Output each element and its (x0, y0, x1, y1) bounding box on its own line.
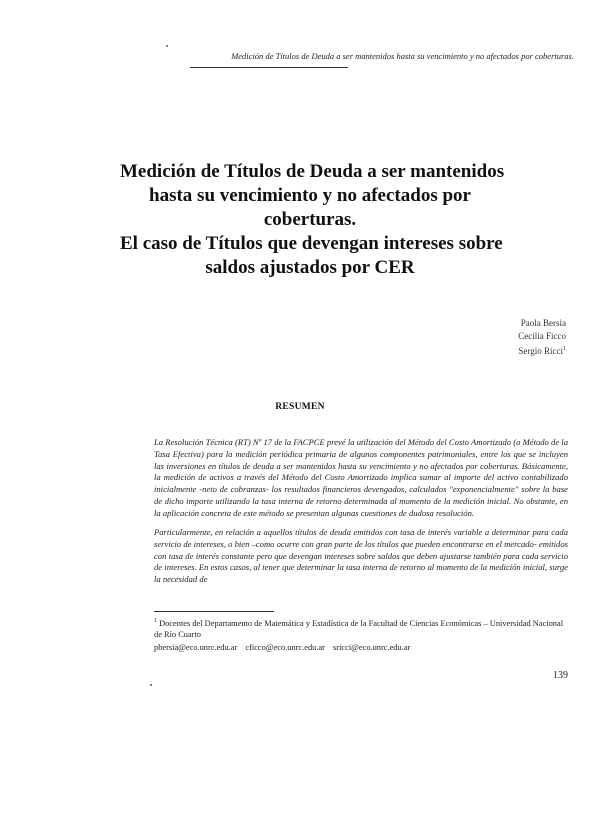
page-number: 139 (553, 670, 568, 681)
title-line: Medición de Títulos de Deuda a ser mantenidos (120, 161, 505, 182)
author-name-text: Sergio Ricci (518, 346, 563, 356)
author-emails (154, 643, 416, 652)
author-name: Paola Bersia (520, 318, 566, 328)
footnote-text: Docentes del Departamento de Matemática y Estadística de la Facultad de Ciencias Económicas – Universidad Nacional de Río Cuarto (154, 618, 564, 640)
paper-title (120, 160, 505, 280)
footnote-number: 1 (154, 618, 157, 624)
author-name: Cecilia Ficco (518, 331, 566, 341)
header-rule (190, 67, 348, 68)
title-line: hasta su vencimiento y no afectados por (149, 185, 471, 206)
abstract-heading: RESUMEN (275, 402, 325, 412)
scan-speck (166, 45, 168, 47)
email-link[interactable]: sricci@eco.unrc.edu.ar (333, 643, 411, 652)
author-list (518, 317, 566, 358)
email-link[interactable]: pbersia@eco.unrc.edu.ar (154, 643, 238, 652)
title-line: coberturas. (263, 209, 357, 230)
footnote (154, 616, 568, 641)
title-line: El caso de Títulos que devengan intereses sobre (120, 233, 503, 254)
abstract-paragraph: La Resolución Técnica (RT) Nº 17 de la FACPCE prevé la utilización del Método del Costo Amortizado (o Método de la Tasa Efectiva) para la medición periódica primaria de algunos componentes patrimoniales, entre los que se incluyen las inversiones en títulos de deuda a ser mantenidos hasta su vencimiento y no afectados por coberturas. Básicamente, la medición de activos a través del Método del Costo Amortizado implica sumar al importe del activo contabilizado inicialmente -neto de cobranzas- los resultados financieros devengados, calculados "exponencialmente" sobre la base de dicho importe utilizando la tasa interna de retorno determinada al momento de la medición inicial. No obstante, en la aplicación concreta de este método se presentan algunas cuestiones de dudosa resolución. (154, 437, 568, 518)
footnote-mark: 1 (563, 346, 566, 352)
title-line: saldos ajustados por CER (205, 257, 415, 278)
scan-speck (150, 684, 152, 686)
footnote-rule (154, 611, 274, 612)
author-name (518, 343, 566, 358)
email-link[interactable]: cficco@eco.unrc.edu.ar (245, 643, 325, 652)
running-header: Medición de Títulos de Deuda a ser mantenidos hasta su vencimiento y no afectados por coberturas. (231, 51, 574, 61)
abstract-paragraph: Particularmente, en relación a aquellos títulos de deuda emitidos con tasa de interés variable a determinar para cada servicio de intereses, o bien –como ocurre con gran parte de los títulos que pueden encontrarse en el mercado- emitidos con tasa de interés constante pero que devengan intereses sobre saldos que deben ajustarse también para cada servicio de intereses. En estos casos, al tener que determinar la tasa interna de retorno al momento de la medición inicial, surge la necesidad de (154, 527, 568, 585)
